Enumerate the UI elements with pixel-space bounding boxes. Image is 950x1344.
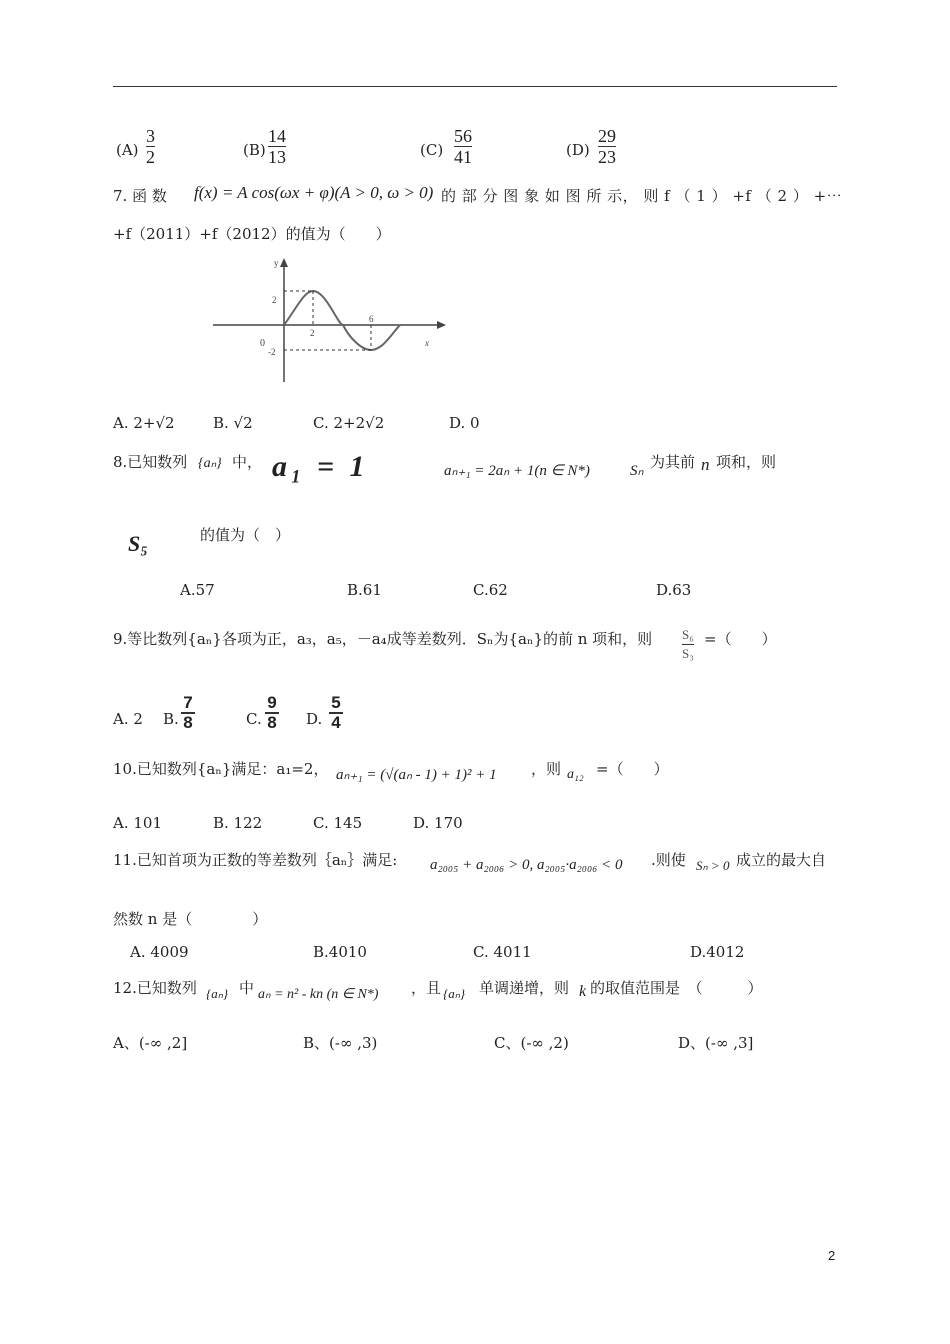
q12-tail: 的取值范围是 （ ）: [590, 979, 763, 997]
q9-option-a: A. 2: [113, 710, 143, 728]
q8-option-a: A.57: [180, 581, 215, 599]
graph-y-arrow: [280, 258, 288, 267]
q12-option-d: D、(-∞ ,3]: [678, 1034, 754, 1052]
q10-option-b: B. 122: [213, 814, 263, 832]
q10-option-c: C. 145: [313, 814, 363, 832]
q7-line1-suffix: 的 部 分 图 象 如 图 所 示， 则 f （ 1 ） +f （ 2 ） +⋯: [441, 187, 843, 205]
q6-option-a-fraction: 3 2: [146, 126, 155, 167]
q11-option-a: A. 4009: [130, 943, 189, 961]
q9-option-d-fraction: 5 4: [329, 694, 343, 732]
q12-mid2: ，且: [411, 979, 442, 997]
q6-option-c-label: (C): [420, 141, 444, 159]
q7-option-a: A. 2+√2: [113, 414, 175, 432]
q12-option-c: C、(-∞ ,2): [494, 1034, 569, 1052]
q11-line2: 然数 n 是（ ）: [113, 910, 268, 928]
q11-tail: 成立的最大自: [736, 851, 827, 869]
q9-option-c-label: C.: [246, 710, 262, 728]
q6-option-d-label: (D): [566, 141, 590, 159]
q8-sn: Sₙ: [630, 463, 644, 479]
q10-formula: aₙ₊₁ = (√(aₙ - 1) + 1)² + 1: [336, 767, 497, 783]
q8-sequence: {aₙ}: [198, 456, 222, 471]
q11-option-d: D.4012: [690, 943, 745, 961]
q12-sequence-2: {aₙ}: [443, 986, 466, 1001]
q12-mid3: 单调递增，则: [479, 979, 570, 997]
q9-option-b-label: B.: [163, 710, 179, 728]
graph-curve: [284, 291, 400, 350]
q9-option-c-fraction: 9 8: [265, 694, 279, 732]
q7-option-d: D. 0: [449, 414, 480, 432]
q9-ratio: S₆ S₃: [682, 627, 694, 661]
q9-text: 9.等比数列{aₙ}各项为正，a₃，a₅，－a₄成等差数列．Sₙ为{aₙ}的前 n 项和，则: [113, 630, 653, 648]
page-number: 2: [828, 1248, 836, 1263]
q7-prefix: 7. 函 数: [113, 187, 167, 205]
q8-after: 为其前: [650, 453, 696, 471]
q8-recurrence: aₙ₊₁ = 2aₙ + 1(n ∈ N*): [444, 463, 590, 479]
graph-x-arrow: [437, 321, 446, 329]
q7-option-b: B. √2: [213, 414, 253, 432]
q12-formula: aₙ = n² - kn (n ∈ N*): [258, 987, 379, 1002]
q11-condition: Sₙ > 0: [696, 858, 730, 873]
q7-formula: f(x) = A cos(ωx + φ)(A > 0, ω > 0): [194, 183, 434, 202]
q6-option-c-fraction: 56 41: [454, 126, 472, 167]
q6-option-a-label: (A): [116, 141, 139, 159]
q6-option-b-label: (B): [243, 141, 266, 159]
q10-text: 10.已知数列{aₙ}满足：a₁=2，: [113, 760, 329, 778]
q7-line2: +f（2011）+f（2012）的值为（ ）: [113, 225, 391, 243]
q9-option-d-label: D.: [306, 710, 323, 728]
graph-origin-label: 0: [260, 338, 265, 349]
q10-tail: =（ ）: [596, 760, 669, 778]
q10-option-a: A. 101: [113, 814, 162, 832]
graph-y-label: y: [274, 258, 279, 268]
q11-mid: .则使: [651, 851, 686, 869]
q8-s5: S₅: [128, 531, 148, 556]
q8-after2: 项和，则: [716, 453, 777, 471]
q11-option-c: C. 4011: [473, 943, 532, 961]
q10-mid: ，则: [531, 760, 562, 778]
q7-cosine-graph: [208, 254, 452, 386]
graph-tick-x-6: 6: [369, 314, 374, 324]
q8-option-b: B.61: [347, 581, 382, 599]
q8-option-d: D.63: [656, 581, 692, 599]
q8-n: n: [701, 455, 710, 474]
q12-k: k: [579, 983, 587, 1000]
q12-prefix: 12.已知数列: [113, 979, 197, 997]
q9-option-b-fraction: 7 8: [181, 694, 195, 732]
q11-option-b: B.4010: [313, 943, 367, 961]
q12-option-a: A、(-∞ ,2]: [113, 1034, 188, 1052]
q8-mid: 中，: [232, 453, 263, 471]
q8-option-c: C.62: [473, 581, 508, 599]
q7-option-c: C. 2+2√2: [313, 414, 385, 432]
graph-tick-y-neg: -2: [268, 347, 276, 357]
q11-formula: a₂₀₀₅ + a₂₀₀₆ > 0, a₂₀₀₅·a₂₀₀₆ < 0: [430, 857, 623, 873]
q8-tail: 的值为（ ）: [200, 526, 291, 544]
graph-tick-x-2: 2: [310, 328, 315, 338]
graph-tick-y-pos: 2: [272, 295, 277, 305]
graph-x-label: x: [425, 338, 429, 348]
q8-prefix: 8.已知数列: [113, 453, 188, 471]
q12-option-b: B、(-∞ ,3): [303, 1034, 378, 1052]
q12-mid: 中: [239, 979, 255, 997]
q10-target: a₁₂: [567, 767, 584, 782]
q9-tail: =（ ）: [704, 630, 777, 648]
q8-a1: a₁ = 1: [272, 450, 369, 483]
q12-sequence: {aₙ}: [206, 986, 229, 1001]
q10-option-d: D. 170: [413, 814, 463, 832]
q6-option-d-fraction: 29 23: [598, 126, 616, 167]
header-rule: [113, 86, 837, 87]
q11-text: 11.已知首项为正数的等差数列｛aₙ｝满足:: [113, 851, 398, 869]
q6-option-b-fraction: 14 13: [268, 126, 286, 167]
